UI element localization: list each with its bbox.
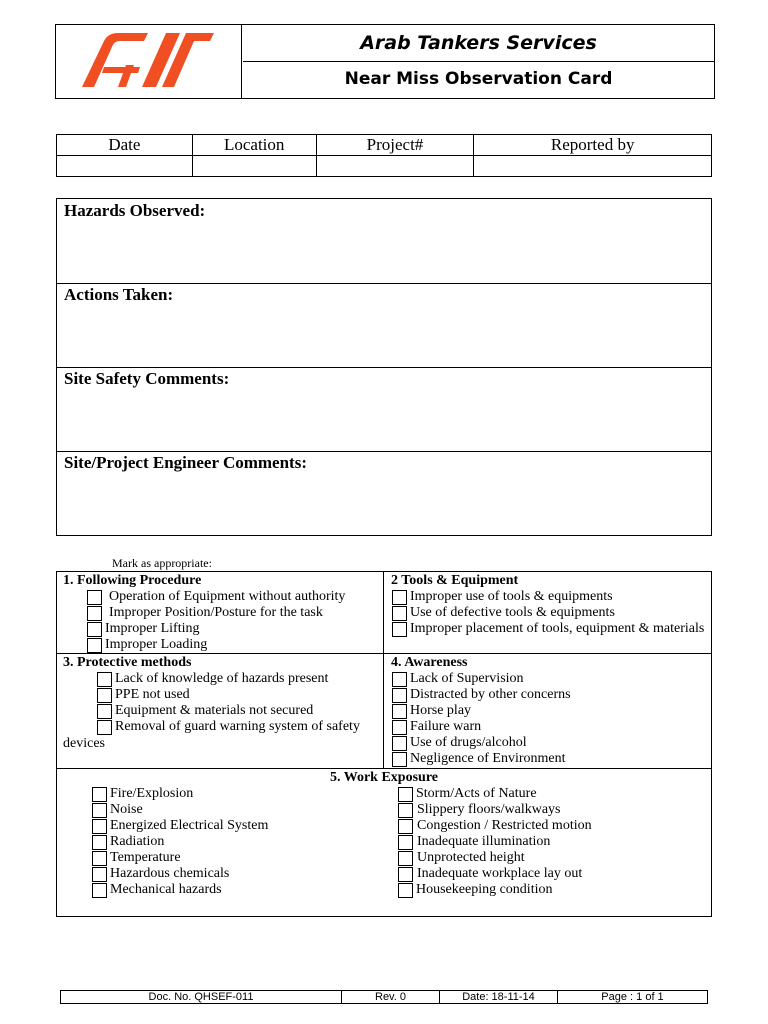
project-field[interactable] [316,156,474,177]
checkbox[interactable] [392,720,407,735]
list-item: Noise [110,802,143,817]
checkbox[interactable] [392,736,407,751]
checkbox[interactable] [97,688,112,703]
list-item: Improper placement of tools, equipment & materials [410,621,705,636]
list-item: Horse play [410,703,472,718]
checkbox[interactable] [87,606,102,621]
checkbox[interactable] [87,638,102,653]
section-title: 2 Tools & Equipment [391,573,519,588]
list-item: Improper Loading [105,637,208,652]
checkbox[interactable] [398,835,413,850]
list-item: Housekeeping condition [416,882,553,897]
checkbox[interactable] [392,606,407,621]
list-item-continuation: devices [63,736,105,751]
list-item: Storm/Acts of Nature [416,786,537,801]
list-item: Lack of knowledge of hazards present [115,671,329,686]
checkbox[interactable] [97,672,112,687]
checklist-table [56,571,712,917]
list-item: Distracted by other concerns [410,687,571,702]
list-item: Improper Position/Posture for the task [109,605,323,620]
checkbox[interactable] [92,803,107,818]
list-item: Temperature [110,850,181,865]
site-safety-label: Site Safety Comments: [64,369,230,388]
checkbox[interactable] [97,704,112,719]
column-project: Project# [316,135,474,156]
section-title: 5. Work Exposure [329,770,438,785]
document-header [55,24,715,99]
checkbox[interactable] [398,803,413,818]
section-following-procedure [57,572,384,654]
checkbox[interactable] [92,883,107,898]
actions-box[interactable] [57,283,711,368]
checkbox[interactable] [398,819,413,834]
checkbox[interactable] [87,590,102,605]
document-footer [60,990,708,1004]
checkbox[interactable] [392,688,407,703]
hazards-label: Hazards Observed: [64,201,206,220]
checkbox[interactable] [92,835,107,850]
list-item: Congestion / Restricted motion [417,818,592,833]
hazards-box[interactable] [57,199,711,284]
column-location: Location [192,135,316,156]
ats-logo [56,25,242,98]
doc-number: Doc. No. QHSEF-011 [61,991,342,1003]
column-reported-by: Reported by [474,135,712,156]
checkbox[interactable] [92,867,107,882]
site-safety-box[interactable] [57,367,711,452]
list-item: Fire/Explosion [110,786,194,801]
checkbox[interactable] [92,787,107,802]
list-item: Failure warn [410,719,482,734]
checkbox[interactable] [392,752,407,767]
column-date: Date [57,135,193,156]
list-item: Negligence of Environment [410,751,566,766]
comments-section [56,198,712,536]
logo-cell [56,25,242,98]
checkbox[interactable] [97,720,112,735]
list-item: Radiation [110,834,165,849]
section-title: 3. Protective methods [63,655,192,670]
checkbox[interactable] [87,622,102,637]
checkbox[interactable] [92,819,107,834]
info-table [56,134,712,177]
list-item: PPE not used [115,687,190,702]
checkbox[interactable] [392,622,407,637]
list-item: Mechanical hazards [110,882,222,897]
section-title: 1. Following Procedure [63,573,202,588]
checkbox[interactable] [398,867,413,882]
section-work-exposure [57,769,711,916]
doc-date: Date: 18-11-14 [440,991,558,1003]
list-item: Use of defective tools & equipments [410,605,615,620]
list-item: Inadequate illumination [417,834,551,849]
checkbox[interactable] [398,787,413,802]
revision: Rev. 0 [342,991,440,1003]
checkbox[interactable] [392,672,407,687]
checkbox[interactable] [398,851,413,866]
list-item: Equipment & materials not secured [115,703,314,718]
mark-note: Mark as appropriate: [112,556,212,570]
list-item: Improper use of tools & equipments [410,589,613,604]
reported-by-field[interactable] [474,156,712,177]
section-title: 4. Awareness [391,655,468,670]
engineer-box[interactable] [57,451,711,535]
location-field[interactable] [192,156,316,177]
date-field[interactable] [57,156,193,177]
actions-label: Actions Taken: [64,285,174,304]
list-item: Operation of Equipment without authority [109,589,346,604]
engineer-label: Site/Project Engineer Comments: [64,453,307,472]
checkbox[interactable] [92,851,107,866]
card-title: Near Miss Observation Card [344,69,613,89]
section-tools-equipment [384,572,711,654]
page-number: Page : 1 of 1 [601,991,664,1003]
list-item: Use of drugs/alcohol [410,735,527,750]
checkbox[interactable] [392,590,407,605]
list-item: Removal of guard warning system of safety [115,719,360,734]
section-awareness [384,654,711,769]
list-item: Slippery floors/walkways [417,802,561,817]
list-item: Inadequate workplace lay out [417,866,583,881]
checkbox[interactable] [398,883,413,898]
list-item: Improper Lifting [105,621,200,636]
section-protective-methods [57,654,384,769]
list-item: Unprotected height [417,850,525,865]
checkbox[interactable] [392,704,407,719]
list-item: Lack of Supervision [410,671,524,686]
list-item: Energized Electrical System [110,818,269,833]
list-item: Hazardous chemicals [110,866,230,881]
company-name: Arab Tankers Services [243,25,714,62]
